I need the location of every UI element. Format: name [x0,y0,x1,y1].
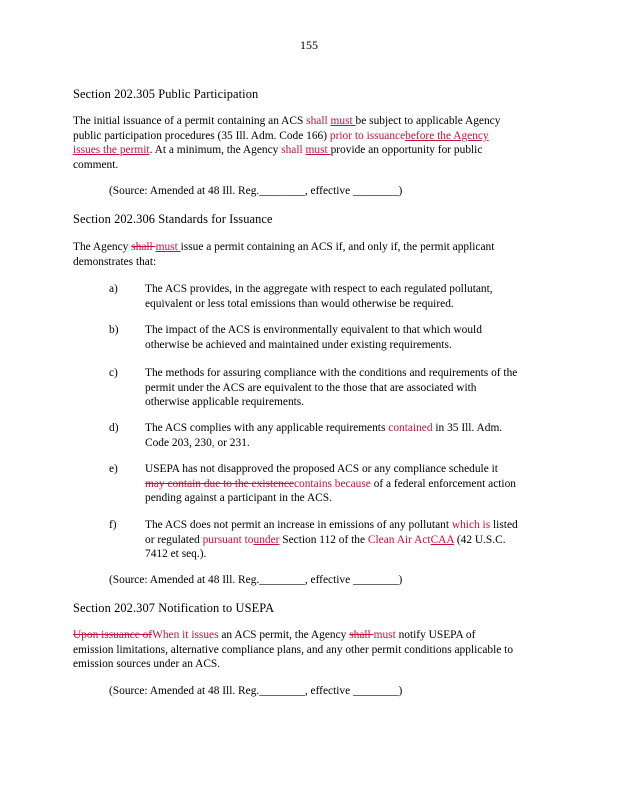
item-c-text [145,366,517,410]
text: otherwise be achieved and maintained under existing requirements. [145,338,452,351]
section-305-source-note: (Source: Amended at 48 Ill. Reg.________, effective ________) [109,185,403,197]
text: an ACS permit, the Agency [218,629,350,641]
item-f-text [145,518,518,562]
text: emission limitations, alternative compliance plans, and any other permit conditions applicable to [73,643,514,656]
section-305-paragraph [73,114,500,172]
item-e-text [145,462,516,506]
inserted-text: Clean Air Act [367,533,431,546]
text: of a federal enforcement action [370,477,516,490]
item-a-text [145,282,493,311]
inserted-text: contains because [293,477,371,490]
text: The ACS does not permit an increase in emissions of any pollutant [145,519,452,531]
inserted-text: which is [451,519,491,531]
text: pending against a participant in the ACS. [145,492,332,505]
inserted-text: pursuant to [202,533,254,546]
text: Section 112 of the [279,533,368,546]
item-d-text [145,421,502,450]
text: USEPA has not disapproved the proposed ACS or any compliance schedule it [145,463,498,475]
page-number: 155 [300,38,318,52]
inserted-text: issues the permit [73,144,150,157]
item-b-text [145,323,482,352]
text: listed [490,519,518,531]
text: demonstrates that: [73,255,157,268]
inserted-text: shall [281,144,303,157]
text: The ACS complies with any applicable requirements [145,422,389,434]
text: otherwise applicable requirements. [145,396,305,409]
text: (42 U.S.C. [453,533,506,546]
section-307-heading: Section 202.307 Notification to USEPA [73,601,275,615]
item-label-c: c) [109,367,118,379]
item-label-f: f) [109,519,117,531]
text: in 35 Ill. Adm. [432,422,503,434]
inserted-text: before the Agency [405,129,489,142]
text: permit under the ACS are equivalent to the those that are associated with [145,381,477,394]
text: issue a permit containing an ACS if, and only if, the permit applicant [180,241,495,253]
inserted-text: CAA [430,533,454,546]
deleted-text: shall [131,241,156,253]
inserted-text: must [373,629,396,641]
text: provide an opportunity for public [330,144,483,157]
text: or regulated [145,533,203,546]
deleted-text: shall [349,629,374,641]
text: notify USEPA of [395,629,476,641]
inserted-text: under [253,533,280,546]
text: The impact of the ACS is environmentally equivalent to that which would [145,324,482,336]
item-label-b: b) [109,324,119,336]
text: The ACS provides, in the aggregate with respect to each regulated pollutant, [145,283,493,295]
text: . At a minimum, the Agency [149,144,282,157]
section-307-source-note: (Source: Amended at 48 Ill. Reg.________, effective ________) [109,685,403,697]
inserted-text: prior to issuance [329,129,406,142]
inserted-text: , [211,436,215,449]
item-label-a: a) [109,283,118,295]
section-306-heading: Section 202.306 Standards for Issuance [73,212,273,226]
section-307-paragraph [73,628,513,672]
item-label-d: d) [109,422,119,434]
text: The initial issuance of a permit containing an ACS [73,115,307,127]
section-306-intro [73,240,494,269]
text: be subject to applicable Agency [355,115,501,127]
inserted-text: shall [306,115,328,127]
inserted-text: When it issues [152,629,219,641]
inserted-text: contained [388,422,433,434]
inserted-text: must [330,115,356,127]
deleted-text: may contain due to the existence [145,477,294,490]
text: The Agency [73,241,132,253]
section-305-heading: Section 202.305 Public Participation [73,87,259,101]
text: equivalent or less total emissions than would otherwise be required. [145,297,454,310]
text: The methods for assuring compliance with the conditions and requirements of the [145,367,518,379]
text: public participation procedures (35 Ill. Adm. Code 166) [73,129,330,142]
section-306-source-note: (Source: Amended at 48 Ill. Reg.________, effective ________) [109,574,403,586]
text: emission sources under an ACS. [73,658,221,671]
item-label-e: e) [109,463,118,475]
inserted-text: must [305,144,331,157]
text: Code 203, 230 [145,436,212,449]
text: 7412 et seq.). [145,548,207,561]
deleted-text: Upon issuance of [73,629,153,641]
inserted-text: must [155,241,181,253]
text: or 231. [214,436,250,449]
text: comment. [73,158,119,171]
